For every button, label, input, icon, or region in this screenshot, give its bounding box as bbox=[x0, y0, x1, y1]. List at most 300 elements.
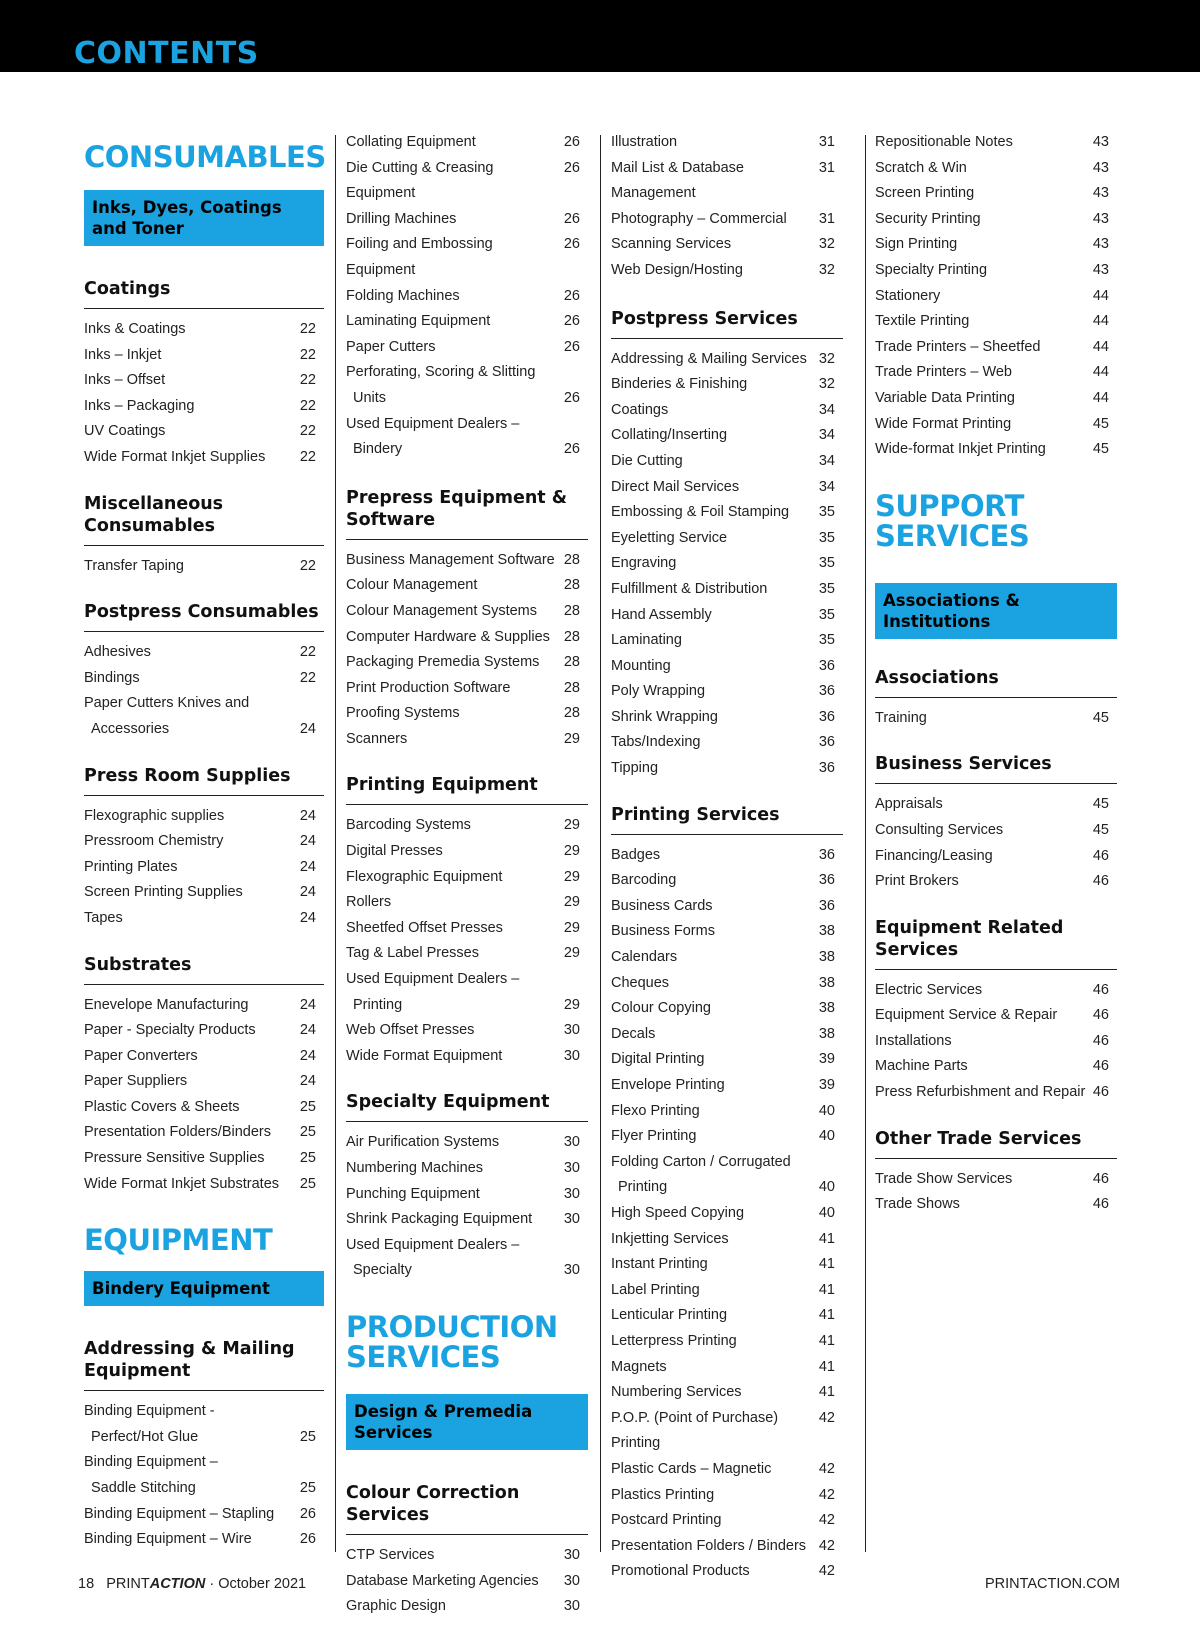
entry-label: Print Production Software bbox=[346, 679, 511, 696]
entry-label: Computer Hardware & Supplies bbox=[346, 628, 550, 645]
entry-label: Specialty Printing bbox=[875, 261, 988, 278]
entry-label: Wide Format Printing bbox=[875, 415, 1012, 432]
entry-page-number: 36 bbox=[818, 897, 835, 914]
entry-page-number: 29 bbox=[563, 817, 580, 834]
toc-entry bbox=[346, 839, 588, 865]
toc-entry bbox=[84, 691, 324, 717]
entry-page-number: 26 bbox=[299, 1505, 316, 1522]
entry-label: Colour Copying bbox=[611, 1000, 711, 1017]
entry-page-number: 30 bbox=[563, 1047, 580, 1064]
toc-entry bbox=[611, 1099, 843, 1125]
toc-entry bbox=[875, 181, 1117, 207]
entry-page-number: 34 bbox=[818, 427, 835, 444]
toc-entry bbox=[611, 1355, 843, 1381]
entry-page-number: 43 bbox=[1092, 236, 1109, 253]
toc-entry bbox=[346, 130, 588, 156]
toc-entry bbox=[611, 843, 843, 869]
toc-entry bbox=[346, 865, 588, 891]
entry-label: Calendars bbox=[611, 949, 678, 966]
entry-page-number: 24 bbox=[299, 1047, 316, 1064]
entry-page-number: 31 bbox=[818, 134, 835, 150]
entry-label: Scratch & Win bbox=[875, 159, 967, 176]
toc-entry bbox=[611, 1227, 843, 1253]
entry-page-number bbox=[312, 1450, 324, 1476]
entry-page-number: 30 bbox=[563, 1185, 580, 1202]
entry-label: Shrink Wrapping bbox=[611, 708, 718, 725]
entry-page-number: 26 bbox=[563, 313, 580, 330]
toc-entry bbox=[875, 360, 1117, 386]
toc-entry bbox=[84, 368, 324, 394]
entry-label: Direct Mail Services bbox=[611, 478, 740, 495]
entry-page-number: 28 bbox=[563, 577, 580, 594]
contents-column-3 bbox=[611, 130, 843, 1585]
entry-label: Illustration bbox=[611, 134, 678, 150]
toc-entry bbox=[84, 1172, 324, 1198]
entry-page-number: 25 bbox=[299, 1150, 316, 1167]
column-divider bbox=[865, 135, 866, 1552]
entry-page-number: 46 bbox=[1092, 1084, 1109, 1101]
entry-label: Flexographic Equipment bbox=[346, 868, 503, 885]
entry-page-number: 30 bbox=[563, 1572, 580, 1589]
entry-page-number: 36 bbox=[818, 657, 835, 674]
toc-entry bbox=[611, 1483, 843, 1509]
toc-entry bbox=[875, 1167, 1117, 1193]
toc-entry bbox=[611, 1406, 843, 1457]
entry-page-number: 22 bbox=[299, 669, 316, 686]
entry-label: Inks – Offset bbox=[84, 372, 166, 389]
entry-label: Repositionable Notes bbox=[875, 134, 1013, 150]
entry-label: Inks & Coatings bbox=[84, 321, 186, 337]
entry-page-number: 43 bbox=[1092, 159, 1109, 176]
entry-page-number: 35 bbox=[818, 580, 835, 597]
toc-entry bbox=[346, 1258, 588, 1284]
toc-entry bbox=[84, 829, 324, 855]
entry-label: Transfer Taping bbox=[84, 557, 184, 574]
entry-label: P.O.P. (Point of Purchase) Printing bbox=[611, 1409, 779, 1452]
toc-entry bbox=[346, 207, 588, 233]
toc-entry bbox=[346, 232, 588, 283]
toc-entry bbox=[611, 526, 843, 552]
entry-page-number: 44 bbox=[1092, 364, 1109, 381]
toc-entry bbox=[84, 804, 324, 830]
major-section-heading: CONSUMABLES bbox=[84, 140, 326, 174]
toc-block bbox=[84, 1338, 324, 1553]
entry-label: Flexo Printing bbox=[611, 1102, 700, 1119]
entry-page-number: 35 bbox=[818, 606, 835, 623]
entry-page-number: 31 bbox=[818, 210, 835, 227]
toc-entry bbox=[611, 232, 843, 258]
toc-entry bbox=[875, 309, 1117, 335]
entry-label: Colour Management bbox=[346, 577, 478, 594]
toc-entry bbox=[84, 1527, 324, 1553]
entry-label: Coatings bbox=[611, 401, 669, 418]
entry-label: Paper Cutters bbox=[346, 338, 436, 355]
toc-entry bbox=[875, 792, 1117, 818]
entry-page-number: 24 bbox=[299, 909, 316, 926]
subsection-heading: Coatings bbox=[84, 278, 324, 309]
entry-label: Sign Printing bbox=[875, 236, 958, 253]
entry-label: Financing/Leasing bbox=[875, 847, 993, 864]
entry-page-number: 29 bbox=[563, 730, 580, 747]
entry-page-number: 31 bbox=[818, 159, 835, 176]
entry-label: Trade Printers – Web bbox=[875, 364, 1012, 381]
toc-entry bbox=[611, 500, 843, 526]
entry-page-number: 26 bbox=[299, 1531, 316, 1548]
entry-label: Tag & Label Presses bbox=[346, 945, 479, 962]
toc-block bbox=[346, 130, 588, 463]
toc-entry bbox=[611, 423, 843, 449]
toc-entry bbox=[84, 855, 324, 881]
toc-entry bbox=[611, 130, 843, 156]
entry-label: Engraving bbox=[611, 555, 677, 572]
toc-entry bbox=[84, 394, 324, 420]
entry-label: Fulfillment & Distribution bbox=[611, 580, 768, 597]
entry-label: Specialty bbox=[353, 1262, 412, 1279]
toc-entry bbox=[875, 1029, 1117, 1055]
entry-label: Business Forms bbox=[611, 923, 715, 940]
toc-entry bbox=[611, 258, 843, 284]
brand-action: ACTION bbox=[149, 1576, 206, 1592]
entry-label: Folding Machines bbox=[346, 287, 460, 304]
toc-entry bbox=[84, 1476, 324, 1502]
entry-label: Screen Printing Supplies bbox=[84, 884, 243, 901]
toc-entry bbox=[611, 1201, 843, 1227]
entry-label: Drilling Machines bbox=[346, 210, 457, 227]
entry-label: Label Printing bbox=[611, 1281, 700, 1298]
subsection-heading: Substrates bbox=[84, 954, 324, 985]
entry-page-number: 39 bbox=[818, 1051, 835, 1068]
subsection-heading: Printing Equipment bbox=[346, 774, 588, 805]
entry-label: Lenticular Printing bbox=[611, 1307, 728, 1324]
toc-entry bbox=[84, 666, 324, 692]
toc-entry bbox=[875, 869, 1117, 895]
toc-entry bbox=[84, 906, 324, 932]
toc-entry bbox=[346, 1182, 588, 1208]
toc-entry bbox=[611, 705, 843, 731]
major-section-heading: PRODUCTION SERVICES bbox=[346, 1309, 558, 1374]
entry-page-number: 46 bbox=[1092, 1007, 1109, 1024]
entry-page-number: 28 bbox=[563, 602, 580, 619]
entry-page-number bbox=[576, 412, 588, 438]
entry-label: Laminating Equipment bbox=[346, 313, 491, 330]
toc-entry bbox=[84, 1095, 324, 1121]
column-divider bbox=[335, 135, 336, 1552]
entry-label: Business Cards bbox=[611, 897, 713, 914]
entry-label: Wide Format Equipment bbox=[346, 1047, 503, 1064]
entry-page-number: 42 bbox=[818, 1563, 835, 1580]
toc-entry bbox=[875, 130, 1117, 156]
subsection-heading: Miscellaneous Consumables bbox=[84, 493, 324, 546]
entry-page-number: 36 bbox=[818, 708, 835, 725]
entry-label: Units bbox=[353, 389, 387, 406]
entry-page-number: 29 bbox=[563, 894, 580, 911]
entry-label: Saddle Stitching bbox=[91, 1480, 196, 1497]
entry-page-number: 32 bbox=[818, 236, 835, 253]
entry-label: Scanners bbox=[346, 730, 408, 747]
entry-page-number: 22 bbox=[299, 372, 316, 389]
entry-label: Collating Equipment bbox=[346, 134, 476, 150]
toc-block bbox=[346, 1091, 588, 1284]
entry-page-number: 45 bbox=[1092, 796, 1109, 813]
subsection-heading: Business Services bbox=[875, 753, 1117, 784]
entry-page-number: 30 bbox=[563, 1160, 580, 1176]
footer-site: PRINTACTION.COM bbox=[984, 1576, 1120, 1592]
entry-page-number bbox=[576, 1233, 588, 1259]
entry-label: Digital Presses bbox=[346, 843, 443, 860]
toc-entry bbox=[346, 335, 588, 361]
entry-label: Plastic Covers & Sheets bbox=[84, 1098, 240, 1115]
entry-label: Web Offset Presses bbox=[346, 1022, 475, 1039]
toc-entry bbox=[84, 419, 324, 445]
entry-page-number: 45 bbox=[1092, 415, 1109, 432]
entry-page-number: 36 bbox=[818, 683, 835, 700]
toc-entry bbox=[346, 1156, 588, 1182]
toc-entry bbox=[84, 1018, 324, 1044]
entry-label: Plastics Printing bbox=[611, 1486, 715, 1503]
entry-page-number: 29 bbox=[563, 996, 580, 1013]
toc-entry bbox=[611, 449, 843, 475]
entry-label: Tipping bbox=[611, 760, 659, 777]
entry-label: Paper Converters bbox=[84, 1047, 198, 1064]
toc-block bbox=[875, 667, 1117, 732]
entry-page-number bbox=[831, 1150, 843, 1176]
toc-entry bbox=[346, 548, 588, 574]
toc-block bbox=[346, 1482, 588, 1620]
toc-entry bbox=[611, 1457, 843, 1483]
toc-entry bbox=[611, 1534, 843, 1560]
toc-entry bbox=[346, 1207, 588, 1233]
toc-entry bbox=[84, 1069, 324, 1095]
entry-label: Mounting bbox=[611, 657, 671, 674]
toc-entry bbox=[875, 258, 1117, 284]
toc-entry bbox=[611, 1278, 843, 1304]
toc-entry bbox=[875, 412, 1117, 438]
toc-entry bbox=[611, 1559, 843, 1585]
entry-page-number: 41 bbox=[818, 1384, 835, 1401]
entry-label: Eyeletting Service bbox=[611, 529, 728, 546]
toc-entry bbox=[84, 1044, 324, 1070]
entry-label: Flyer Printing bbox=[611, 1128, 697, 1145]
entry-label: Numbering Machines bbox=[346, 1160, 484, 1176]
entry-label: Inks – Inkjet bbox=[84, 346, 162, 363]
entry-page-number: 43 bbox=[1092, 210, 1109, 227]
entry-label: Trade Printers – Sheetfed bbox=[875, 338, 1041, 355]
entry-label: Variable Data Printing bbox=[875, 389, 1015, 406]
entry-page-number: 46 bbox=[1092, 981, 1109, 998]
entry-label: Folding Carton / Corrugated bbox=[611, 1153, 791, 1170]
toc-entry bbox=[875, 1192, 1117, 1218]
entry-page-number: 34 bbox=[818, 478, 835, 495]
entry-page-number: 44 bbox=[1092, 389, 1109, 406]
entry-page-number: 30 bbox=[563, 1598, 580, 1615]
toc-entry bbox=[346, 1130, 588, 1156]
entry-page-number: 22 bbox=[299, 644, 316, 661]
entry-page-number: 42 bbox=[818, 1512, 835, 1529]
toc-entry bbox=[611, 1047, 843, 1073]
entry-page-number: 38 bbox=[818, 949, 835, 966]
entry-label: Binding Equipment – bbox=[84, 1454, 218, 1471]
entry-label: Die Cutting bbox=[611, 452, 683, 469]
subsection-heading: Associations bbox=[875, 667, 1117, 698]
toc-entry bbox=[611, 207, 843, 233]
entry-label: Paper Suppliers bbox=[84, 1073, 188, 1090]
entry-page-number: 39 bbox=[818, 1077, 835, 1093]
entry-page-number: 34 bbox=[818, 452, 835, 469]
category-banner: Bindery Equipment bbox=[84, 1271, 324, 1306]
entry-page-number: 25 bbox=[299, 1098, 316, 1115]
toc-entry bbox=[346, 573, 588, 599]
toc-block bbox=[875, 1128, 1117, 1218]
entry-label: CTP Services bbox=[346, 1546, 435, 1563]
entry-label: Binding Equipment – Stapling bbox=[84, 1505, 275, 1522]
entry-page-number: 26 bbox=[563, 159, 580, 176]
toc-entry bbox=[346, 727, 588, 753]
entry-label: Shrink Packaging Equipment bbox=[346, 1211, 533, 1228]
entry-page-number: 45 bbox=[1092, 709, 1109, 726]
toc-entry bbox=[84, 993, 324, 1019]
entry-label: Adhesives bbox=[84, 644, 151, 661]
entry-label: UV Coatings bbox=[84, 423, 166, 440]
entry-page-number: 28 bbox=[563, 654, 580, 671]
toc-entry bbox=[346, 676, 588, 702]
entry-label: Pressroom Chemistry bbox=[84, 833, 224, 850]
toc-block bbox=[84, 765, 324, 932]
entry-label: Security Printing bbox=[875, 210, 981, 227]
toc-entry bbox=[611, 551, 843, 577]
category-banner: Design & Premedia Services bbox=[346, 1394, 588, 1450]
subsection-heading: Printing Services bbox=[611, 804, 843, 835]
toc-entry bbox=[611, 996, 843, 1022]
toc-entry bbox=[875, 156, 1117, 182]
toc-entry bbox=[611, 894, 843, 920]
entry-label: Paper Cutters Knives and bbox=[84, 695, 250, 712]
toc-entry bbox=[875, 818, 1117, 844]
toc-entry bbox=[346, 437, 588, 463]
entry-label: Inkjetting Services bbox=[611, 1230, 729, 1247]
toc-entry bbox=[346, 941, 588, 967]
entry-page-number: 42 bbox=[818, 1486, 835, 1503]
toc-entry bbox=[346, 360, 588, 386]
entry-page-number: 46 bbox=[1092, 1058, 1109, 1075]
toc-entry bbox=[346, 890, 588, 916]
toc-entry bbox=[611, 945, 843, 971]
entry-label: Bindery bbox=[353, 441, 403, 458]
entry-label: Database Marketing Agencies bbox=[346, 1572, 539, 1589]
toc-entry bbox=[611, 730, 843, 756]
toc-block bbox=[611, 804, 843, 1585]
entry-label: Promotional Products bbox=[611, 1563, 750, 1580]
entry-label: High Speed Copying bbox=[611, 1204, 745, 1221]
brand-print: PRINT bbox=[106, 1576, 150, 1592]
toc-entry bbox=[346, 967, 588, 993]
toc-entry bbox=[875, 386, 1117, 412]
entry-page-number: 22 bbox=[299, 557, 316, 574]
toc-entry bbox=[611, 156, 843, 207]
entry-page-number: 45 bbox=[1092, 441, 1109, 458]
entry-label: Plastic Cards – Magnetic bbox=[611, 1460, 772, 1477]
entry-label: Printing Plates bbox=[84, 858, 178, 875]
entry-label: Die Cutting & Creasing Equipment bbox=[346, 159, 494, 202]
entry-label: Trade Show Services bbox=[875, 1170, 1013, 1187]
toc-block bbox=[611, 308, 843, 782]
subsection-heading: Addressing & Mailing Equipment bbox=[84, 1338, 324, 1391]
entry-label: Perfect/Hot Glue bbox=[91, 1428, 199, 1445]
entry-label: Screen Printing bbox=[875, 185, 975, 202]
category-banner: Associations & Institutions bbox=[875, 583, 1117, 639]
entry-label: Envelope Printing bbox=[611, 1077, 725, 1093]
toc-entry bbox=[611, 603, 843, 629]
entry-page-number: 40 bbox=[818, 1128, 835, 1145]
toc-entry bbox=[346, 701, 588, 727]
major-section-heading: EQUIPMENT bbox=[84, 1223, 273, 1258]
toc-entry bbox=[611, 654, 843, 680]
toc-entry bbox=[346, 625, 588, 651]
entry-page-number: 26 bbox=[563, 389, 580, 406]
entry-page-number: 22 bbox=[299, 346, 316, 363]
toc-block bbox=[84, 190, 324, 246]
entry-label: Embossing & Foil Stamping bbox=[611, 504, 790, 521]
entry-page-number bbox=[312, 691, 324, 717]
entry-page-number: 25 bbox=[299, 1480, 316, 1497]
entry-label: Barcoding bbox=[611, 872, 677, 889]
entry-label: Used Equipment Dealers – bbox=[346, 415, 520, 432]
toc-entry bbox=[346, 1594, 588, 1620]
entry-page-number: 22 bbox=[299, 321, 316, 337]
entry-page-number: 44 bbox=[1092, 338, 1109, 355]
toc-entry bbox=[84, 640, 324, 666]
category-banner: Inks, Dyes, Coatings and Toner bbox=[84, 190, 324, 246]
entry-label: Scanning Services bbox=[611, 236, 732, 253]
entry-page-number: 29 bbox=[563, 868, 580, 885]
entry-page-number: 22 bbox=[299, 423, 316, 440]
contents-column-2 bbox=[346, 130, 588, 1620]
toc-entry bbox=[346, 1543, 588, 1569]
entry-label: Printing bbox=[618, 1179, 668, 1196]
contents-column-1 bbox=[84, 130, 324, 1553]
entry-page-number: 25 bbox=[299, 1124, 316, 1141]
entry-page-number: 28 bbox=[563, 705, 580, 722]
entry-label: Tabs/Indexing bbox=[611, 734, 701, 751]
entry-label: Air Purification Systems bbox=[346, 1134, 500, 1151]
toc-block bbox=[875, 488, 1117, 553]
toc-entry bbox=[346, 650, 588, 676]
entry-page-number: 35 bbox=[818, 529, 835, 546]
toc-entry bbox=[611, 347, 843, 373]
entry-page-number: 26 bbox=[563, 338, 580, 355]
toc-entry bbox=[84, 1146, 324, 1172]
entry-page-number: 36 bbox=[818, 872, 835, 889]
entry-label: Presentation Folders / Binders bbox=[611, 1537, 807, 1554]
entry-label: Foiling and Embossing Equipment bbox=[346, 236, 493, 278]
entry-label: Badges bbox=[611, 846, 661, 863]
entry-page-number: 29 bbox=[563, 945, 580, 962]
entry-label: Packaging Premedia Systems bbox=[346, 654, 540, 671]
toc-entry bbox=[346, 1233, 588, 1259]
entry-page-number: 22 bbox=[299, 397, 316, 414]
toc-entry bbox=[346, 1044, 588, 1070]
entry-page-number: 22 bbox=[299, 448, 316, 465]
entry-page-number: 29 bbox=[563, 843, 580, 860]
toc-entry bbox=[611, 398, 843, 424]
column-divider bbox=[600, 135, 601, 1552]
entry-page-number: 30 bbox=[563, 1546, 580, 1563]
entry-label: Web Design/Hosting bbox=[611, 261, 743, 278]
toc-entry bbox=[611, 475, 843, 501]
entry-label: Used Equipment Dealers – bbox=[346, 1236, 520, 1253]
toc-entry bbox=[611, 756, 843, 782]
entry-page-number bbox=[576, 360, 588, 386]
entry-page-number: 41 bbox=[818, 1256, 835, 1273]
